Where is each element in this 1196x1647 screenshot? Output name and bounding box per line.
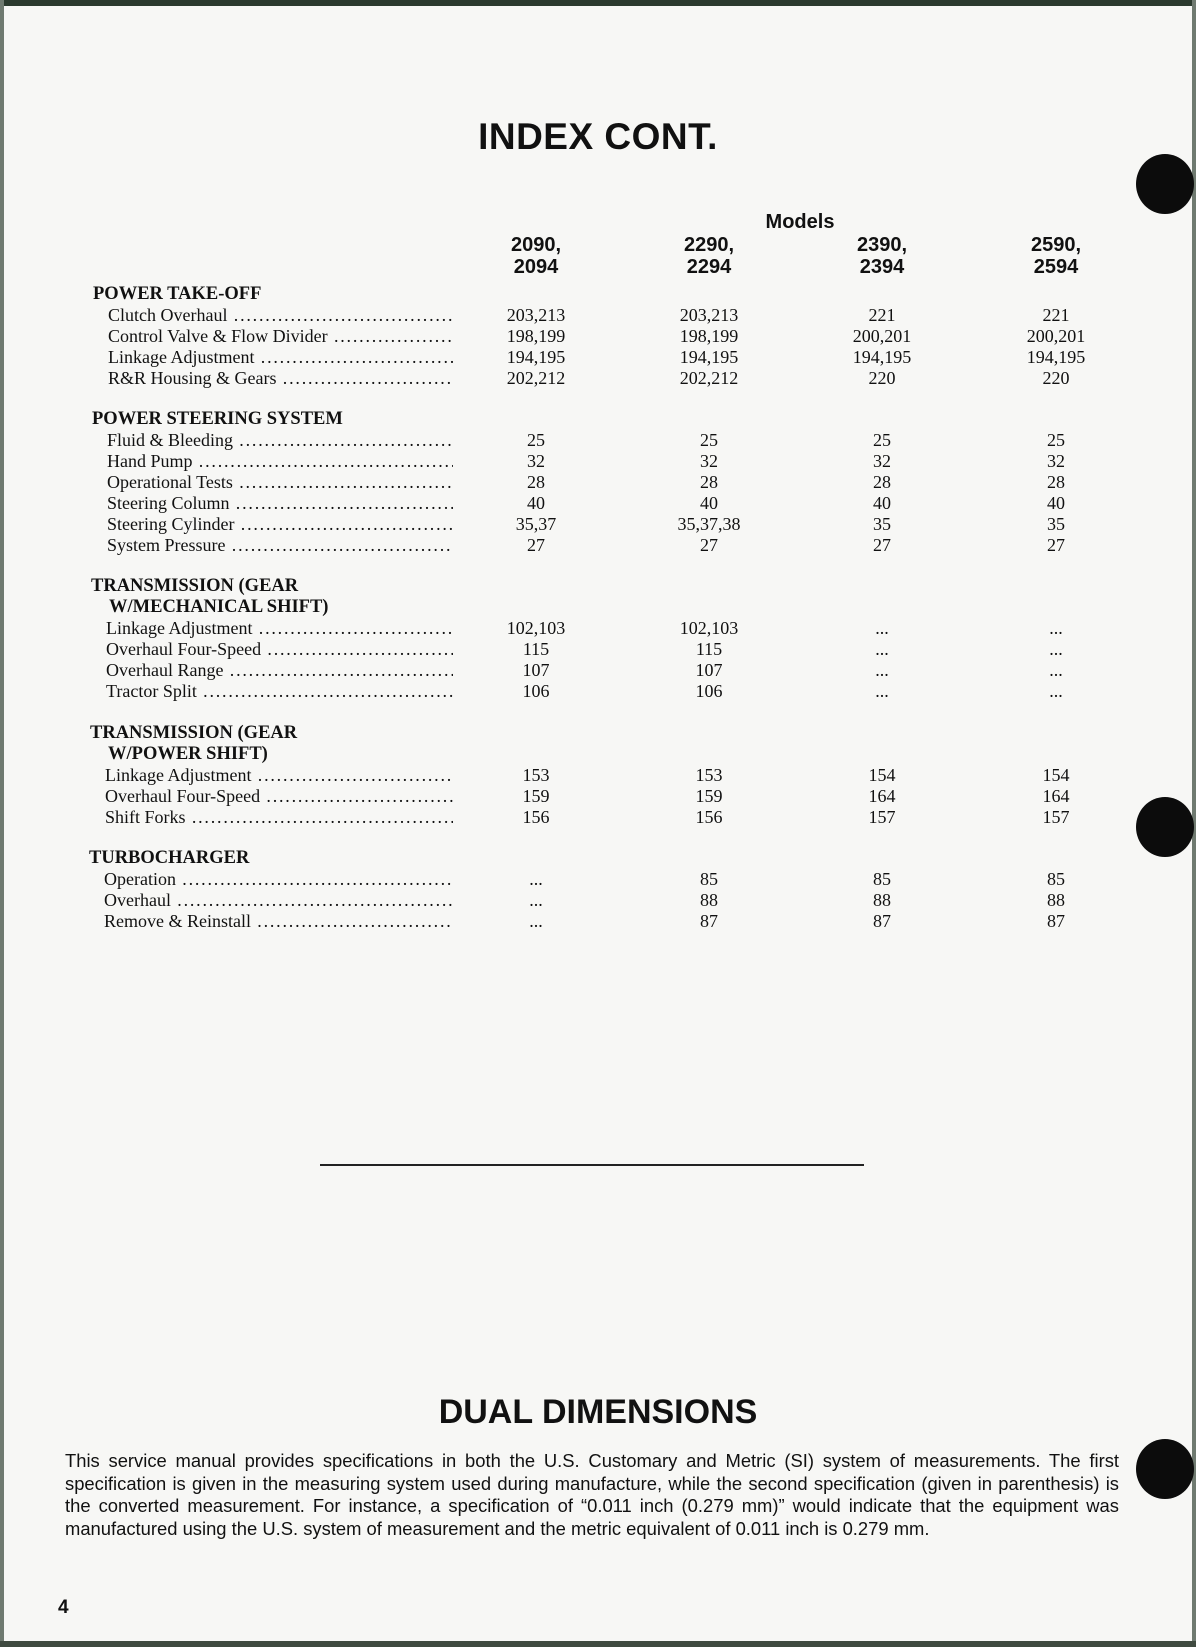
- row-value: 25: [700, 430, 718, 450]
- row-value: 87: [1047, 911, 1065, 931]
- row-value: 35: [1047, 514, 1065, 534]
- model-line1: 2290,: [683, 234, 735, 256]
- model-column-header: [476, 234, 596, 278]
- row-value: 157: [868, 807, 896, 827]
- row-label: Overhaul Range .....: [106, 660, 453, 681]
- model-line1: 2590,: [1030, 234, 1082, 256]
- row-label: Shift Forks .....: [105, 807, 453, 828]
- row-label: Control Valve & Flow Divider .....: [108, 326, 453, 347]
- divider-rule: [320, 1164, 864, 1166]
- row-value: ...: [875, 660, 889, 680]
- row-value: 107: [695, 660, 723, 680]
- page-edge-bottom: [0, 1641, 1196, 1647]
- row-value: 159: [695, 786, 723, 806]
- table-row: [0, 807, 1196, 828]
- model-line2: 2094: [513, 256, 559, 278]
- page-edge-top: [0, 0, 1196, 6]
- row-value: 200,201: [1026, 326, 1086, 346]
- row-value: ...: [1049, 618, 1063, 638]
- models-heading: Models: [765, 211, 835, 233]
- section-title: POWER STEERING SYSTEM: [92, 409, 343, 429]
- table-row: [0, 639, 1196, 660]
- row-value: 220: [868, 368, 896, 388]
- row-value: 27: [700, 535, 718, 555]
- table-row: [0, 305, 1196, 326]
- row-value: 106: [695, 681, 723, 701]
- row-label: Overhaul .....: [104, 890, 453, 911]
- row-value: 156: [522, 807, 550, 827]
- section-title: TRANSMISSION (GEAR: [90, 723, 298, 743]
- row-value: 32: [873, 451, 891, 471]
- row-value: 107: [522, 660, 550, 680]
- row-label: Linkage Adjustment .....: [105, 765, 453, 786]
- section-title: TURBOCHARGER: [89, 848, 250, 868]
- row-value: ...: [875, 681, 889, 701]
- model-line1: 2390,: [856, 234, 908, 256]
- row-value: 102,103: [679, 618, 739, 638]
- row-value: 40: [527, 493, 545, 513]
- table-row: [0, 535, 1196, 556]
- row-value: 25: [873, 430, 891, 450]
- table-row: [0, 869, 1196, 890]
- punch-hole-icon: [1136, 1439, 1194, 1499]
- row-value: 115: [522, 639, 550, 659]
- row-value: 202,212: [506, 368, 566, 388]
- row-value: 154: [1042, 765, 1070, 785]
- row-value: 200,201: [852, 326, 912, 346]
- model-column-header: [822, 234, 942, 278]
- row-value: 27: [1047, 535, 1065, 555]
- row-value: 202,212: [679, 368, 739, 388]
- model-column-header: [649, 234, 769, 278]
- row-label: Steering Cylinder .....: [107, 514, 453, 535]
- row-value: 220: [1042, 368, 1070, 388]
- table-row: [0, 618, 1196, 639]
- punch-hole-icon: [1136, 797, 1194, 857]
- row-value: 88: [873, 890, 891, 910]
- row-value: 157: [1042, 807, 1070, 827]
- table-row: [0, 660, 1196, 681]
- row-value: 194,195: [852, 347, 912, 367]
- row-value: 85: [873, 869, 891, 889]
- table-row: [0, 347, 1196, 368]
- row-value: 25: [527, 430, 545, 450]
- row-label: System Pressure .....: [107, 535, 453, 556]
- row-label: Operation .....: [104, 869, 453, 890]
- dual-dimensions-heading: DUAL DIMENSIONS: [438, 1393, 758, 1431]
- row-value: 40: [700, 493, 718, 513]
- row-value: 159: [522, 786, 550, 806]
- row-value: 32: [527, 451, 545, 471]
- row-value: ...: [1049, 660, 1063, 680]
- row-value: 203,213: [506, 305, 566, 325]
- row-value: 198,199: [506, 326, 566, 346]
- section-title: POWER TAKE-OFF: [93, 284, 262, 304]
- page-number: 4: [58, 1597, 69, 1618]
- row-value: 194,195: [679, 347, 739, 367]
- row-value: ...: [529, 911, 543, 931]
- row-value: 28: [873, 472, 891, 492]
- row-value: 35,37: [515, 514, 557, 534]
- row-value: 28: [1047, 472, 1065, 492]
- row-value: 25: [1047, 430, 1065, 450]
- row-value: ...: [529, 890, 543, 910]
- row-label: Remove & Reinstall .....: [104, 911, 453, 932]
- table-row: [0, 472, 1196, 493]
- row-value: 88: [700, 890, 718, 910]
- row-value: ...: [875, 618, 889, 638]
- row-value: 198,199: [679, 326, 739, 346]
- table-row: [0, 493, 1196, 514]
- row-label: Overhaul Four-Speed .....: [106, 639, 453, 660]
- row-value: 194,195: [506, 347, 566, 367]
- row-value: 153: [695, 765, 723, 785]
- table-row: [0, 765, 1196, 786]
- row-value: 40: [1047, 493, 1065, 513]
- row-value: ...: [875, 639, 889, 659]
- section-title-continued: W/POWER SHIFT): [108, 744, 268, 764]
- model-line1: 2090,: [510, 234, 562, 256]
- row-value: 35: [873, 514, 891, 534]
- model-line2: 2294: [686, 256, 732, 278]
- row-label: Tractor Split .....: [106, 681, 453, 702]
- row-label: Steering Column .....: [107, 493, 453, 514]
- row-value: 194,195: [1026, 347, 1086, 367]
- table-row: [0, 681, 1196, 702]
- row-value: 221: [1042, 305, 1070, 325]
- row-value: 85: [1047, 869, 1065, 889]
- row-value: 153: [522, 765, 550, 785]
- punch-hole-icon: [1136, 154, 1194, 214]
- row-value: ...: [1049, 681, 1063, 701]
- model-line2: 2594: [1033, 256, 1079, 278]
- table-row: [0, 368, 1196, 389]
- row-value: 85: [700, 869, 718, 889]
- model-column-header: [996, 234, 1116, 278]
- model-line2: 2394: [859, 256, 905, 278]
- row-value: 203,213: [679, 305, 739, 325]
- section-title-continued: W/MECHANICAL SHIFT): [109, 597, 329, 617]
- row-value: 87: [700, 911, 718, 931]
- row-value: 27: [527, 535, 545, 555]
- row-value: 40: [873, 493, 891, 513]
- table-row: [0, 326, 1196, 347]
- row-value: 102,103: [506, 618, 566, 638]
- row-value: 156: [695, 807, 723, 827]
- row-label: Linkage Adjustment .....: [106, 618, 453, 639]
- row-value: ...: [529, 869, 543, 889]
- row-value: 106: [522, 681, 550, 701]
- row-value: 35,37,38: [677, 514, 741, 534]
- row-value: 27: [873, 535, 891, 555]
- row-value: 221: [868, 305, 896, 325]
- row-label: Overhaul Four-Speed .....: [105, 786, 453, 807]
- page-title: INDEX CONT.: [478, 116, 718, 157]
- table-row: [0, 451, 1196, 472]
- row-label: Linkage Adjustment .....: [108, 347, 453, 368]
- row-value: 87: [873, 911, 891, 931]
- row-label: Hand Pump .....: [107, 451, 453, 472]
- row-label: Clutch Overhaul .....: [108, 305, 453, 326]
- table-row: [0, 514, 1196, 535]
- row-value: 154: [868, 765, 896, 785]
- row-value: 164: [868, 786, 896, 806]
- section-title: TRANSMISSION (GEAR: [91, 576, 299, 596]
- dual-dimensions-paragraph: This service manual provides specifications in both the U.S. Customary and Metric (SI) system of measurements. The first specification is given in the measuring system used during manufacture, while the second specification (given in parenthesis) is the converted measurement. For instance, a specification of “0.011 inch (0.279 mm)” would indicate that the equipment was manufactured using the U.S. system of measurement and the metric equivalent of 0.011 inch is 0.279 mm.: [65, 1450, 1119, 1539]
- row-value: 164: [1042, 786, 1070, 806]
- row-value: 32: [1047, 451, 1065, 471]
- row-value: 28: [527, 472, 545, 492]
- row-value: 28: [700, 472, 718, 492]
- row-value: ...: [1049, 639, 1063, 659]
- row-value: 32: [700, 451, 718, 471]
- row-label: Fluid & Bleeding .....: [107, 430, 453, 451]
- row-value: 88: [1047, 890, 1065, 910]
- table-row: [0, 911, 1196, 932]
- table-row: [0, 890, 1196, 911]
- row-value: 115: [695, 639, 723, 659]
- table-row: [0, 430, 1196, 451]
- row-label: R&R Housing & Gears .....: [108, 368, 453, 389]
- row-label: Operational Tests .....: [107, 472, 453, 493]
- table-row: [0, 786, 1196, 807]
